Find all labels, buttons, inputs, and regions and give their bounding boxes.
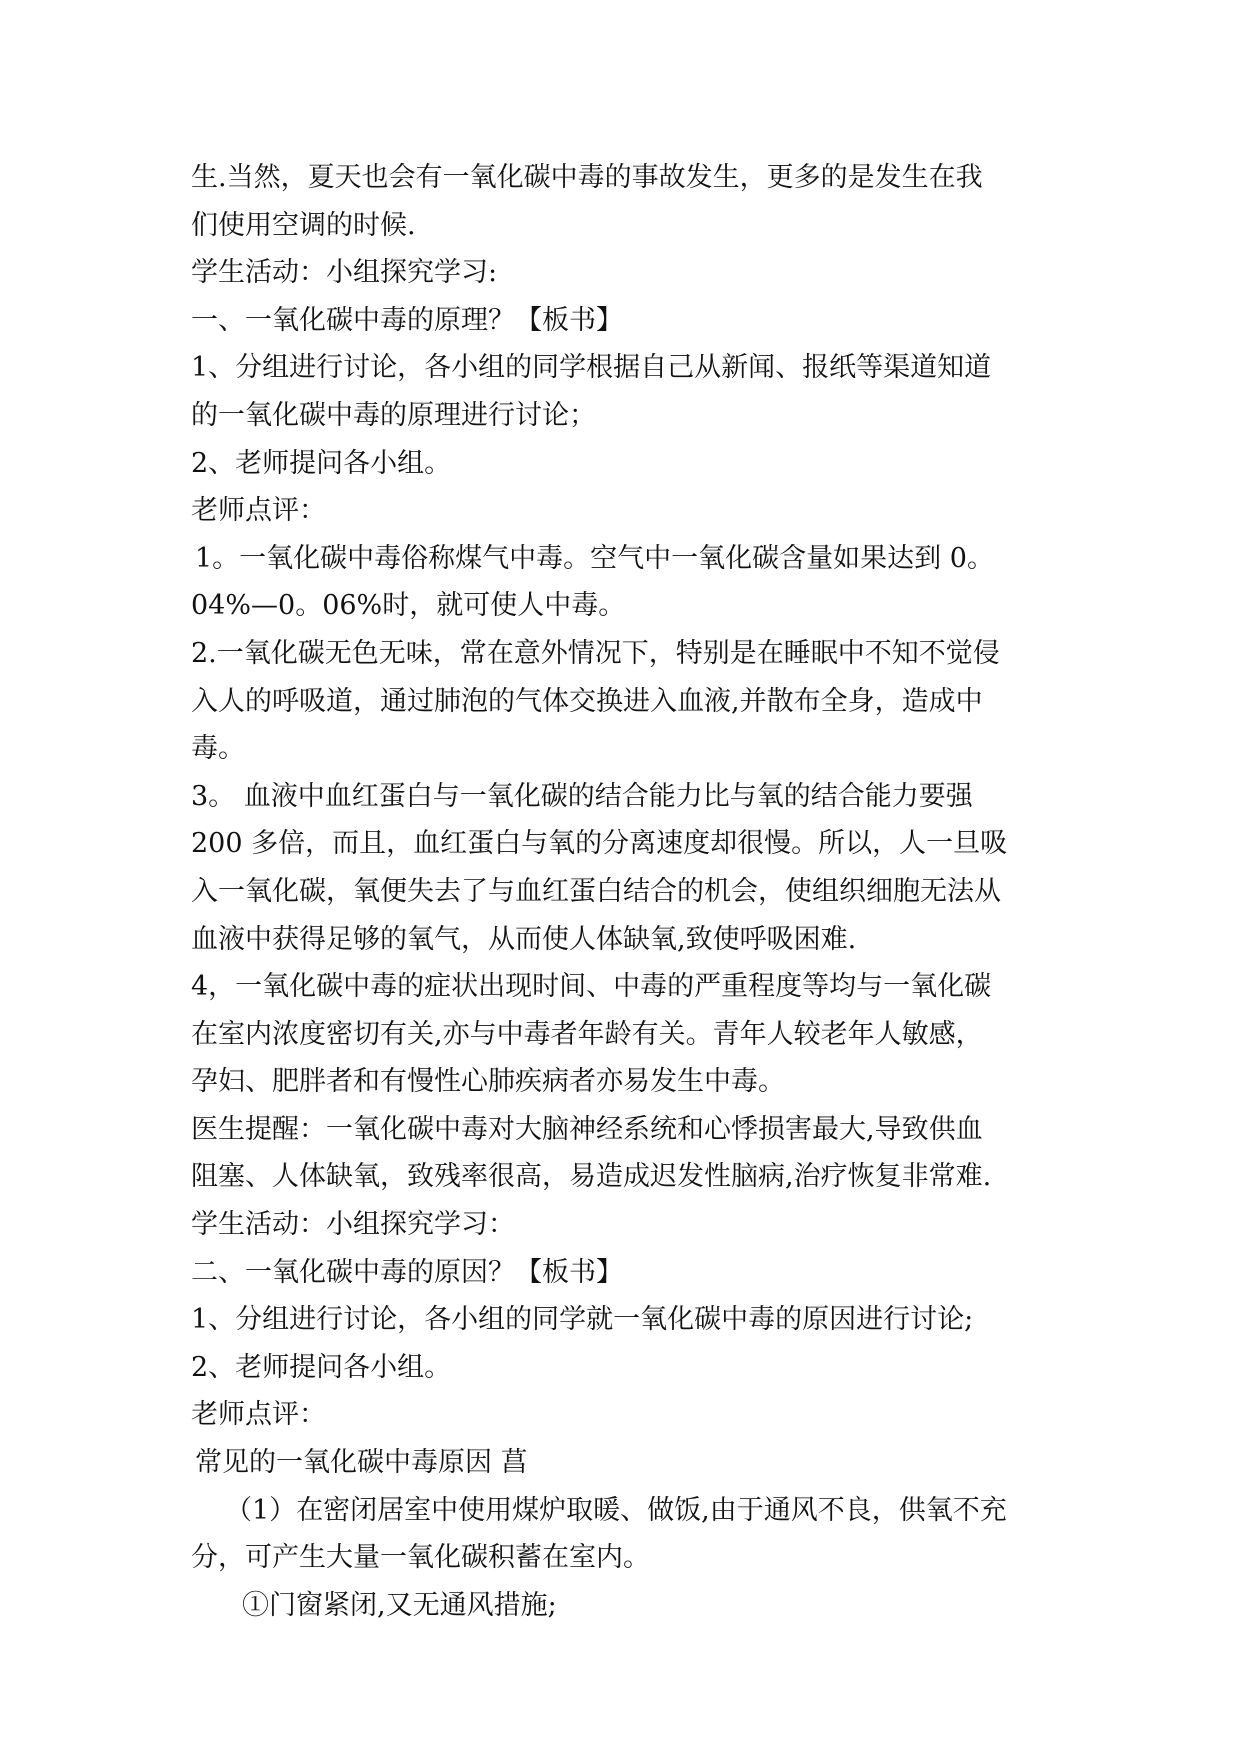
text-line: 生.当然，夏天也会有一氧化碳中毒的事故发生，更多的是发生在我 (191, 162, 983, 193)
text-line: 老师点评： (191, 1399, 326, 1431)
text-line: 老师点评： (191, 495, 326, 527)
text-line: 2、老师提问各小组。 (191, 447, 452, 479)
text-line: 4，一氧化碳中毒的症状出现时间、中毒的严重程度等均与一氧化碳 (191, 971, 992, 1003)
text-line: 2.一氧化碳无色无味，常在意外情况下，特别是在睡眠中不知不觉侵 (191, 637, 1000, 669)
text-line: 04%—0。06%时，就可使人中毒。 (191, 590, 626, 622)
text-line: 1。一氧化碳中毒俗称煤气中毒。空气中一氧化碳含量如果达到 0。 (195, 542, 994, 574)
text-line: 孕妇、肥胖者和有慢性心肺疾病者亦易发生中毒。 (191, 1066, 785, 1098)
text-line: 医生提醒：一氧化碳中毒对大脑神经系统和心悸损害最大,导致供血 (191, 1113, 983, 1145)
text-line: 学生活动：小组探究学习： (191, 1209, 515, 1241)
text-line: 入人的呼吸道，通过肺泡的气体交换进入血液,并散布全身，造成中 (191, 685, 983, 717)
text-line: 阻塞、人体缺氧，致残率很高，易造成迟发性脑病,治疗恢复非常难. (191, 1161, 992, 1193)
document-body (191, 154, 1061, 1629)
text-line: ①门窗紧闭,又无通风措施; (242, 1589, 557, 1621)
text-line: 血液中获得足够的氧气，从而使人体缺氧,致使呼吸困难. (191, 923, 857, 955)
text-line: 在室内浓度密切有关,亦与中毒者年龄有关。青年人较老年人敏感， (191, 1018, 983, 1050)
text-line: 1、分组进行讨论，各小组的同学根据自己从新闻、报纸等渠道知道 (191, 352, 992, 384)
text-line: 的一氧化碳中毒的原理进行讨论； (191, 399, 596, 431)
text-line: 分，可产生大量一氧化碳积蓄在室内。 (191, 1542, 650, 1574)
text-line: 2、老师提问各小组。 (191, 1351, 452, 1383)
text-line: 3。 血液中血红蛋白与一氧化碳的结合能力比与氧的结合能力要强 (191, 780, 973, 812)
text-line: 常见的一氧化碳中毒原因 菖 (195, 1447, 528, 1479)
text-line: 毒。 (191, 733, 245, 765)
text-line: 学生活动：小组探究学习: (191, 257, 498, 289)
section-heading: 二、一氧化碳中毒的原因？【板书】 (191, 1256, 623, 1288)
text-line: （1）在密闭居室中使用煤炉取暖、做饭,由于通风不良，供氧不充 (225, 1494, 1007, 1526)
text-line: 200 多倍，而且，血红蛋白与氧的分离速度却很慢。所以，人一旦吸 (191, 828, 1008, 860)
text-line: 们使用空调的时候. (191, 209, 416, 241)
text-line: 入一氧化碳，氧便失去了与血红蛋白结合的机会，使组织细胞无法从 (191, 875, 1001, 907)
section-heading: 一、一氧化碳中毒的原理？【板书】 (191, 304, 623, 336)
text-line: 1、分组进行讨论，各小组的同学就一氧化碳中毒的原因进行讨论; (191, 1304, 974, 1336)
